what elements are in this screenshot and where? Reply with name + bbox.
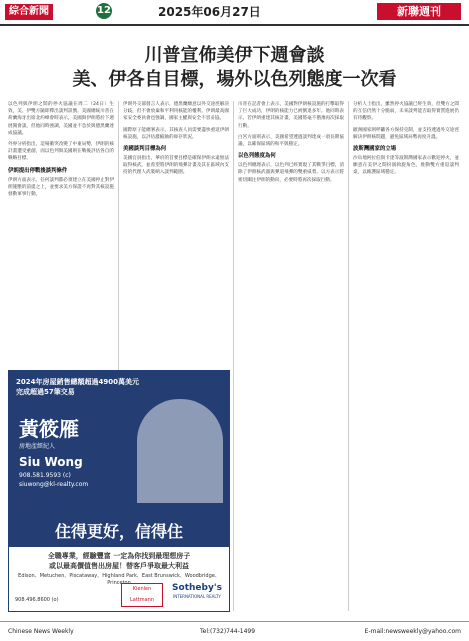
paragraph: 川普在記者會上表示，美國對伊朗核設施的打擊取得了巨大成功，伊朗的核能力已被倒退多年。他同時表示，若伊朗重建其核計畫，美國將毫不猶豫再次採取行動。 (238, 102, 344, 129)
sothebys-name: Sotheby's (172, 583, 222, 593)
page-header (0, 0, 469, 26)
paragraph: 國際原子能總署表示，其核查人員需要盡快重返伊朗核設施，以評估濃縮鈾的庫存狀況。 (123, 127, 229, 140)
agent-phone: 908.581.9593 (c) (19, 472, 71, 479)
sothebys-subtitle: INTERNATIONAL REALTY (173, 594, 221, 599)
real-estate-ad (8, 370, 230, 612)
subheading: 以色列態度為何 (238, 153, 276, 160)
paragraph: 外界分析指出，這場衝突改變了中東局勢，伊朗的核計畫遭受重創，而以色列與美國則在戰後評估各自的戰略目標。 (8, 142, 114, 162)
footer-email: E-mail:newsweekly@yahoo.com (364, 628, 461, 635)
paragraph: 以色列總理表示，以色列已經實現了其戰爭目標，消除了伊朗核武器與彈道飛彈的雙重威脅。以方表示將密切關注伊朗的動向，必要時將再次採取行動。 (238, 163, 344, 183)
paragraph: 美國官員指出，華府的首要目標是確保伊朗永遠無法取得核武，並希望將伊朗的飛彈計畫及其在區域內支持的代理人武裝納入談判範圍。 (123, 156, 229, 176)
office-phone: 908.496.8600 (o) (15, 597, 59, 603)
subheading: 美國談判目標為何 (123, 146, 167, 153)
headline-main: 川普宣佈美伊下週會談 (144, 45, 325, 66)
sothebys-logo (169, 583, 225, 605)
page-footer (0, 621, 469, 641)
column-divider (348, 101, 349, 611)
ad-service-areas: Edison、Metuchen、Piscataway、Highland Park、East Brunswick、Woodbridge、Princeton (18, 573, 220, 586)
agent-email: siuwong@kl-realty.com (19, 481, 89, 488)
subheading: 波斯灣國家的立場 (353, 146, 397, 153)
agent-photo (137, 399, 223, 503)
footer-publication: Chinese News Weekly (8, 628, 74, 635)
paragraph: 以色列與伊朗之間的停火協議在周二（24日）生效，美、伊雙方隨即釋出談判訊號。美國總統川普在荷蘭海牙出席北約峰會時表示，美國與伊朗將於下週展開會談，但他同時強調，美國並不急於與德黑蘭達成協議。 (8, 102, 114, 136)
ad-sales-line: 2024年房屋銷售總額超過4900萬美元 (16, 378, 139, 386)
headline-sub: 美、伊各自目標，場外以色列態度一次看 (72, 69, 397, 90)
paragraph: 分析人士指出，雖然停火協議已經生效，但雙方之間的互信仍然十分脆弱，未來談判能否取得實質進展仍有待觀察。 (353, 102, 459, 122)
ad-tagline: 全職專業，經驗豐富 一定為你找到最理想房子 (47, 552, 191, 560)
publication-logo: 綜合新聞 (5, 4, 53, 20)
article-column-4 (353, 101, 459, 611)
footer-phone: Tel:(732)744-1499 (200, 628, 256, 635)
issue-date: 2025年06月27日 (158, 5, 261, 19)
paragraph: 歐洲國家則呼籲各方保持克制，並支持透過外交途徑解決伊朗核問題，避免區域局勢再度升溫。 (353, 127, 459, 140)
ad-banner (9, 371, 229, 547)
agent-name-english: Siu Wong (19, 455, 83, 469)
article-column-3 (238, 101, 344, 611)
paragraph: 沙烏地阿拉伯與卡達等波斯灣國家表示歡迎停火，並願意在美伊之間扮演斡旋角色，推動雙方重返談判桌，以維護區域穩定。 (353, 156, 459, 176)
paragraph: 白宮方面則表示，美國希望透過談判達成一項長期協議，以確保區域的和平與穩定。 (238, 134, 344, 148)
paragraph: 伊朗外交部發言人表示，德黑蘭願意以外交途徑解決分歧，但不會放棄和平利用核能的權利。伊朗最高國家安全委員會也強調，國家主權與安全不容妥協。 (123, 102, 229, 122)
agent-title: 房地產經紀人 (19, 443, 56, 450)
paragraph: 伊朗方面表示，任何談判都必須建立在美國停止對伊朗施壓的前提之上，並要求美方保證不再對其核設施發動軍事行動。 (8, 177, 114, 198)
agent-name-chinese: 黃筱雁 (19, 417, 79, 441)
column-divider (233, 101, 234, 611)
ad-slogan: 住得更好，信得住 (54, 522, 183, 541)
ad-deals-line: 完成超過57筆交易 (16, 388, 75, 396)
page-number: 12 (96, 3, 112, 19)
ad-tagline: 或以最高價值售出房屋！替客戶爭取最大利益 (49, 562, 189, 570)
brokerage-logo: Kienlen Lattmann (121, 583, 163, 607)
subheading: 伊朗提出停戰後談判條件 (8, 167, 68, 174)
section-label: 新聯週刊 (377, 3, 461, 20)
